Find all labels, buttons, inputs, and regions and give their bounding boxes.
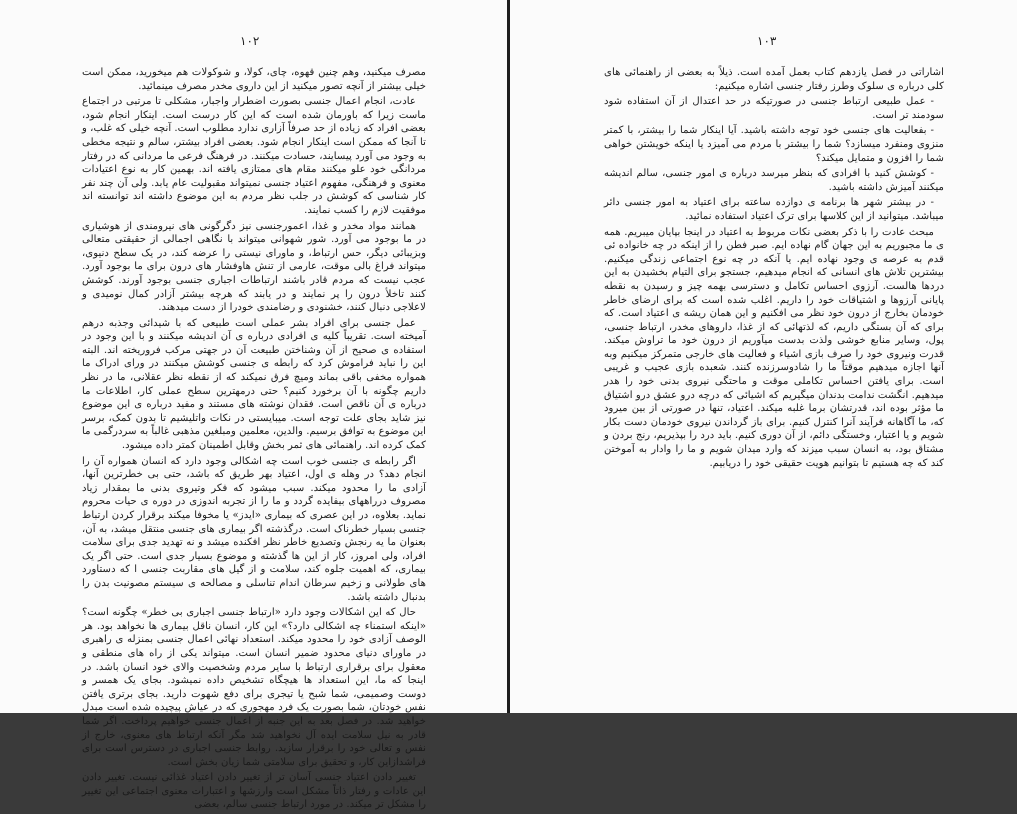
paragraph: همانند مواد مخدر و غذا، اعمورجنسی نیز دگرگونی های نیرومندی از هوشیاری در ما بوجود می آورد. شور شهوانی میتواند با نگاهی اجمالی از حقیقتی متعالی وبزیبائی دیگر، حس ارتباط، و ماورای نیستی را عرضه کند، در یک سطح دنیوی، میتواند فراغ بالی موقت، عارمی از تنش هاوفشار های درون برای ما بوجود آورد. عجب نیست که مردم قادر باشند ارتباطات اجباری جنسی بوجود آورند. کوشش کنند تاخلأ درون را پر نمایند و در یابند که هرچه بیشتر آزادر کمال نومیدی و لاعلاجی دنبال کنند، خشنودی و رضامندی خودرا از دست میدهند. [82, 220, 426, 314]
paragraph: عمل جنسی برای افراد بشر عملی است طبیعی که با شیدائی وجذبه درهم آمیخته است. تقریباً کلیه ی افرادی درباره ی آن اندیشه میکنند و با این وجود در استفاده ی صحیح از آن وشناختن طبیعت آن در جهتی مرکب فروریخته اند. البته این را نباید فراموش کرد که رابطه ی جنسی کوشش میکنند در ورای ادراک ما همواره مخفی باقی بماند ومیچ فرق نمیکند که از نقطه نظر عقلانی، ما در نظر داریم چگونه با آن برخورد کنیم؟ حتی درمهترین سطح عملی کار، اطلاعات ما درباره ی آن ناقص است. فقدان نوشته های مستند و مفید درباره ی این موضوع نیز شاید بجای علت توجه است. میبایستی در نکات واتلیشیم تا بدون کمک، برسر این موضوع به توافق برسیم. والدین، معلمین ومبلغین مذهبی غالباً به سردرگمی ما کمک کرده اند. راهنمائی های ثمر بخش وقابل اطمینان کمتر داده میشود. [82, 317, 426, 452]
list-item: - در بیشتر شهر ها برنامه ی دوازده ساعته برای اعتیاد به امور جنسی دائر میباشد. میتوانید از این کلاسها برای ترک اعتیاد استفاده نمائید. [604, 197, 944, 222]
page-number: ١٠٣ [757, 34, 777, 48]
left-page [0, 0, 507, 811]
page-body [604, 66, 944, 472]
paragraph: اگر رابطه ی جنسی خوب است چه اشکالی وجود دارد که انسان همواره آن را انجام دهد؟ در وهله ی اول، اعتیاد بهر طریق که باشد، حتی بی خطرترین آنها، آزادی ما را محدود میکند. سبب میشود که فکر وتیروی بدنی ما بمقدار زیاد مصروف درراههای بیفایده گردد و ما را از تجربه اندوزی در دوره ی حیات محروم نماید. بعلاوه، در این عصری که بیماری «ایدز» یا مخوفا میکند برقرار کردن ارتباط جنسی بسیار خطرناک است. درگذشته اگر بیماری های جنسی منتقل میشد، به آن، بعنوان ما یه رنجش وتصدیع خاطر نظر افکنده میشد و نه تهدید جدی برای سلامت افراد، ولی امروز، کار از این ها گذشته و موضوع بسیار جدی است. حتی اگر یک بیماری، که اهمیت جلوه کند، سلامت و از گیل های مقاربت جنسی ا که دستاورد های طولانی و زخیم سرطان اندام تناسلی و مصالحه ی سیستم مصونیت بدن را بدنبال داشته باشد. [82, 455, 426, 603]
paragraph: حال که این اشکالات وجود دارد «ارتباط جنسی اجباری بی خطر» چگونه است؟ «اینکه استمناء چه اشکالی دارد؟» این کار، انسان ناقل بیماری ها نخواهد بود. هر الوصف آزادی خود را محدود میکند. استعداد نهائی اعمال جنسی بمنزله ی راهبری در ماورای دنیای محدود ضمیر انسان است. میتواند یکی از راه های منطقی و معقول برای برقراری ارتباط با سایر مردم وشخصیت والای خود انسان باشد. در اینجا که ما، این استعداد ها هیچگاه تشخیص داده نمیشود. بجای یک همسر و دوست وصمیمی، شما شبح یا تیجری برای دفع شهوت دارید. بجای برتری یافتن نفس خودتان، شما بصورت یک فرد مهجوری که در عیاش پیچیده شده است مبدل خواهید شد. در فصل بعد به این جنبه از اعمال جنسی خواهیم پرداخت. اگر شما قادر به نیل سلامت ایده آل نخواهید شد مگر آنکه ارتباط های معنوی، خارج از نفس و تعالی خود را برقرار سازید. روابط جنسی اجباری در دسترس است برای فراشدازاین کار، و تحقیق برای سلامتی شما زیان بخش است. [82, 607, 426, 768]
paragraph: اشاراتی در فصل یازدهم کتاب بعمل آمده است. ذیلاً به بعضی از راهنمائی های کلی درباره ی سلوک وطرز رفتار جنسی اشاره میکنیم: [604, 67, 944, 92]
paragraph: مصرف میکنید، وهم چنین قهوه، چای، کولا، و شوکولات هم میخورید، ممکن است خیلی بیشتر از آنچه تصور میکنید از این داروی مخدر مصرف مینمائید. [82, 67, 426, 92]
list-item: - بفعالیت های جنسی خود توجه داشته باشید. آیا اینکار شما را بیشتر، با کمتر منزوی ومنفرد میسازد؟ شما را بیشتر با مردم می آمیزد یا اینکه خویشتن خواهی شما را افزون و متمایل میکند؟ [604, 125, 944, 164]
list-item: - کوشش کنید با افرادی که بنظر میرسد درباره ی امور جنسی، سالم اندیشه میکنند آمیزش داشته باشید. [604, 168, 944, 193]
list-item: - عمل طبیعی ارتباط جنسی در صورتیکه در حد اعتدال از آن استفاده شود سودمند تر است. [604, 96, 944, 121]
paragraph: عادت، انجام اعمال جنسی بصورت اضطرار واجبار، مشکلی تا مرتبی در اجتماع ماست زیرا که باورمان شده است که این کار درست است. اینکار انجام شود، بعضی افراد که زیاده از حد صرفاً آزاری ندارد مطلوب است. آنچه خیلی که غلب، و تا آنجا که ممکن است اینکار انجام شود. بعضی افراد بیشتر، سالم و نتیجه مخطی به وجود می آورد پیسایند، حسادت میکنند. در فرهنگ فرعی ما مردانی که در رفتار مردانگی خود علو میکنند مقام های ممتازی یافته اند. بهمین کار به نوع اعتیادات معنوی و فرهنگی، مفهوم اعتیاد جنسی نمیتواند مقبولیت عام یابد. ولی آن چند نفر کار شناسی که کوشش در جلب نظر مردم به این موضوع داشته اند توانسته اند موفقیت لازم را کسب نمایند. [82, 96, 426, 216]
paragraph: مبحث عادت را با ذکر بعضی نکات مربوط به اعتیاد در اینجا بپایان میبریم. همه ی ما مجبوریم به این جهان گام نهاده ایم. صبر فطن را از اینکه در چه خانواده ئی قدم به عرصه ی وجود نهاده ایم. یا آنکه در چه نوع اجتماعی زندگی میکنیم. بیشترین تلاش های انسانی که انجام میدهیم، جستجو برای التیام بخشیدن به این دردها هالست. آرزوی احساس تکامل و دسترسی بهمه چیز و رسیدن به نقطه پایانی آرزوها و اشتیاقات خود را داریم. اغلب شده است که برای ارضای خاطر خودمان بخارج از درون خود نظر می افکنیم و این همان ریشه ی اعتیاد است. که برای که آن بستگی داریم، که لذتهائی که از غذا، داروهای مخدر، ارتباط جنسی، پول، وسایر منابع خوشی ولذت بدست میآوریم از درون خود ما تراوش میکند. قدرت ونیروی خود را صرف بازی اشیاء و فعالیت های خارجی متمرکز میکنیم وبه آنها اجازه میدهیم موقتاً ما را شادوسرزنده کنند. شعبده بازی عجیب و غریبی است. برای یافتن احساس تکاملی موقت و ماحتگی نیروی بدنی خود را هدر میدهیم. انگشت ندامت بدندان میگیریم که اشیائی که درچه درو عشق درو اشتیاق ما مؤثر بوده اند، قدرتشان برما غلبه میکند. اعتیاد، تنها در صورتی از بین میرود که، ما آگاهانه فرآیند آنرا کنترل کنیم. برای باز گرداندن نیروی خودمان دست بکار شویم و یا اعتبار، وخستگی دائم، از آن دوری کنیم. باید درد را بپذیریم، رنج بردن و مشتاق بود، به انسان سبب میزند که وارد میدان شویم و ما را وادار به آموختن کند که چه هستیم تا بتوانیم هویت حقیقی خود را دریابیم. [604, 226, 944, 469]
page-body [82, 66, 426, 814]
page-number: ١٠٢ [240, 34, 260, 48]
paragraph: تغییر دادن اعتیاد جنسی آسان تر از تغییر دادن اعتیاد غذائی نیست. تغییر دادن این عادات و رفتار ذاتاً مشکل است وارزشها و اعتبارات معنوی اجتماعی این تغییر را مشکل تر میکند. در مورد ارتباط جنسی سالم، بعضی [82, 772, 426, 811]
right-page [510, 0, 1017, 713]
